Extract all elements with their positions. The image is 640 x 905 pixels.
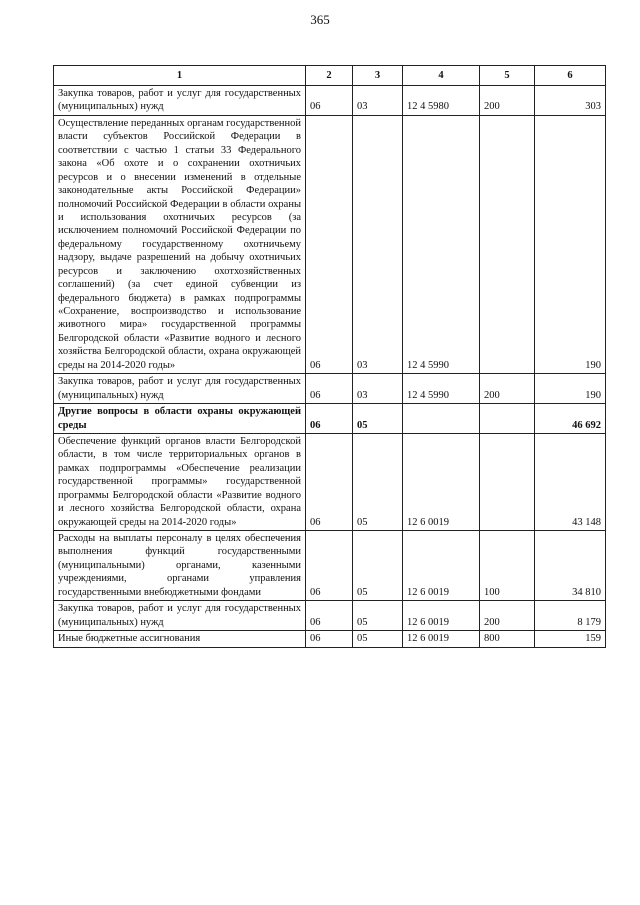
row-subsection-cell: 05 bbox=[353, 404, 403, 434]
header-col-3: 3 bbox=[353, 66, 403, 86]
row-target-article-cell: 12 6 0019 bbox=[403, 433, 480, 530]
row-target-article-cell: 12 4 5980 bbox=[403, 86, 480, 116]
row-target-article-cell: 12 4 5990 bbox=[403, 374, 480, 404]
table-header-row bbox=[54, 66, 606, 86]
row-name-cell: Обеспечение функций органов власти Белгородской области, в том числе территориальных органов в рамках подпрограммы «Обеспечение реализации государственной программы» государственной программы Белгородской области «Развитие водного и лесного хозяйства Белгородской области, охрана окружающей среды на 2014-2020 годы» bbox=[54, 433, 306, 530]
header-col-6: 6 bbox=[535, 66, 606, 86]
row-subsection-cell: 05 bbox=[353, 601, 403, 631]
row-amount-cell: 43 148 bbox=[535, 433, 606, 530]
row-name-cell: Закупка товаров, работ и услуг для государственных (муниципальных) нужд bbox=[54, 86, 306, 116]
row-target-article-cell: 12 6 0019 bbox=[403, 531, 480, 601]
row-expense-type-cell: 200 bbox=[480, 374, 535, 404]
row-expense-type-cell: 200 bbox=[480, 86, 535, 116]
row-name-cell: Иные бюджетные ассигнования bbox=[54, 631, 306, 647]
row-expense-type-cell: 800 bbox=[480, 631, 535, 647]
row-subsection-cell: 05 bbox=[353, 631, 403, 647]
header-col-4: 4 bbox=[403, 66, 480, 86]
row-subsection-cell: 03 bbox=[353, 374, 403, 404]
row-subsection-cell: 05 bbox=[353, 531, 403, 601]
row-amount-cell: 303 bbox=[535, 86, 606, 116]
row-section-cell: 06 bbox=[306, 115, 353, 373]
row-amount-cell: 190 bbox=[535, 374, 606, 404]
row-section-cell: 06 bbox=[306, 374, 353, 404]
budget-table bbox=[53, 65, 606, 648]
row-subsection-cell: 03 bbox=[353, 115, 403, 373]
row-expense-type-cell bbox=[480, 115, 535, 373]
table-row bbox=[54, 404, 606, 434]
row-subsection-cell: 05 bbox=[353, 433, 403, 530]
table-row bbox=[54, 531, 606, 601]
row-target-article-cell bbox=[403, 404, 480, 434]
row-amount-cell: 159 bbox=[535, 631, 606, 647]
page-number: 365 bbox=[310, 12, 330, 27]
row-name-cell: Другие вопросы в области охраны окружающей среды bbox=[54, 404, 306, 434]
header-col-5: 5 bbox=[480, 66, 535, 86]
row-expense-type-cell: 100 bbox=[480, 531, 535, 601]
table-row bbox=[54, 631, 606, 647]
row-section-cell: 06 bbox=[306, 433, 353, 530]
row-name-cell: Закупка товаров, работ и услуг для государственных (муниципальных) нужд bbox=[54, 601, 306, 631]
row-section-cell: 06 bbox=[306, 531, 353, 601]
table-row bbox=[54, 374, 606, 404]
row-name-cell: Расходы на выплаты персоналу в целях обеспечения выполнения функций государственными (муниципальными) органами, казенными учреждениями, органами управления государственными внебюджетными фондами bbox=[54, 531, 306, 601]
row-expense-type-cell bbox=[480, 433, 535, 530]
row-name-cell: Закупка товаров, работ и услуг для государственных (муниципальных) нужд bbox=[54, 374, 306, 404]
row-target-article-cell: 12 6 0019 bbox=[403, 631, 480, 647]
row-section-cell: 06 bbox=[306, 86, 353, 116]
row-target-article-cell: 12 4 5990 bbox=[403, 115, 480, 373]
header-col-2: 2 bbox=[306, 66, 353, 86]
table-body bbox=[54, 86, 606, 648]
row-amount-cell: 190 bbox=[535, 115, 606, 373]
row-section-cell: 06 bbox=[306, 631, 353, 647]
table-row bbox=[54, 601, 606, 631]
row-target-article-cell: 12 6 0019 bbox=[403, 601, 480, 631]
table-row bbox=[54, 86, 606, 116]
row-amount-cell: 8 179 bbox=[535, 601, 606, 631]
row-section-cell: 06 bbox=[306, 404, 353, 434]
row-expense-type-cell bbox=[480, 404, 535, 434]
header-col-1: 1 bbox=[54, 66, 306, 86]
table-row bbox=[54, 433, 606, 530]
table-row bbox=[54, 115, 606, 373]
row-amount-cell: 46 692 bbox=[535, 404, 606, 434]
row-expense-type-cell: 200 bbox=[480, 601, 535, 631]
row-subsection-cell: 03 bbox=[353, 86, 403, 116]
row-section-cell: 06 bbox=[306, 601, 353, 631]
row-name-cell: Осуществление переданных органам государственной власти субъектов Российской Федерации в соответствии с частью 1 статьи 33 Федерального закона «Об охоте и о сохранении охотничьих ресурсов и о внесении изменений в отдельные законодательные акты Российской Федерации» полномочий Российской Федерации в области охраны и использования охотничьих ресурсов (за исключением полномочий Российской Федерации по федеральному государственному охотничьему надзору, выдаче разрешений на добычу охотничьих ресурсов и заключению охотхозяйственных соглашений) (за счет единой субвенции из федерального бюджета) в рамках подпрограммы «Сохранение, воспроизводство и использование животного мира» государственной программы Белгородской области «Развитие водного и лесного хозяйства Белгородской области, охрана окружающей среды на 2014-2020 годы» bbox=[54, 115, 306, 373]
row-amount-cell: 34 810 bbox=[535, 531, 606, 601]
